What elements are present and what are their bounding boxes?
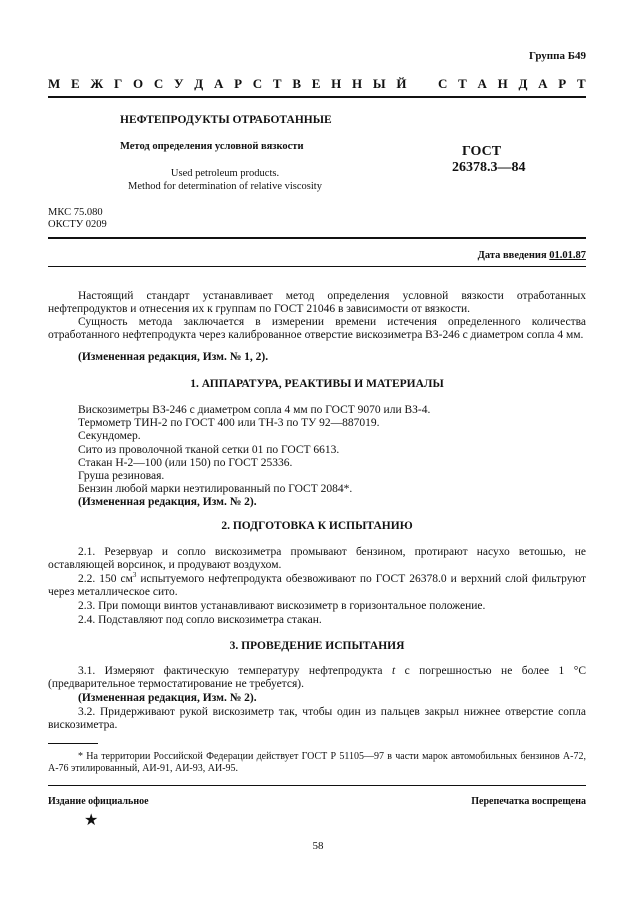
classification-codes	[48, 207, 107, 231]
banner-letter: Н	[497, 76, 508, 91]
banner-letter: Д	[518, 76, 528, 91]
banner-letter: А	[538, 76, 548, 91]
intro-paragraph-1: Настоящий стандарт устанавливает метод определения условной вязкости отработанных нефтепродуктов и отнесения их к группам по ГОСТ 21046 в зависимости от вязкости.	[48, 290, 586, 316]
group-code: Группа Б49	[529, 50, 586, 62]
banner-letter: Р	[234, 76, 243, 91]
banner-letter: С	[252, 76, 263, 91]
gost-number: 26378.3—84	[452, 160, 526, 175]
date-value: 01.01.87	[549, 250, 586, 261]
effective-date	[478, 250, 586, 261]
standard-banner	[48, 76, 586, 92]
banner-letter: Т	[576, 76, 586, 91]
banner-letter: Ж	[90, 76, 104, 91]
banner-letter: Г	[114, 76, 123, 91]
banner-letter: Й	[396, 76, 407, 91]
date-label: Дата введения	[477, 250, 547, 261]
banner-letter: М	[48, 76, 61, 91]
banner-letter: Р	[558, 76, 567, 91]
english-title-line1: Used petroleum products.	[170, 168, 280, 179]
banner-letter: Д	[194, 76, 204, 91]
classification-rule	[48, 237, 586, 239]
banner-letter: Н	[352, 76, 363, 91]
paragraph-3-1: 3.1. Измеряют фактическую температуру нефтепродукта t с погрешностью не более 1 °С (предварительное термостатирование не требуется).	[48, 665, 586, 691]
equipment-item: Бензин любой марки неэтилированный по ГОСТ 2084*.	[78, 483, 353, 496]
banner-letter: О	[133, 76, 144, 91]
equipment-list	[48, 404, 586, 496]
banner-letter: Н	[331, 76, 342, 91]
reprint-prohibited-label: Перепечатка воспрещена	[471, 796, 586, 807]
gost-label: ГОСТ	[462, 144, 502, 159]
page-number: 58	[312, 840, 324, 852]
banner-letter: А	[213, 76, 224, 91]
intro-edition-note: (Измененная редакция, Изм. № 1, 2).	[78, 351, 269, 363]
banner-letter: А	[477, 76, 487, 91]
header-rule	[48, 96, 586, 98]
okstu-code: ОКСТУ 0209	[48, 219, 107, 230]
paragraph-2-1: 2.1. Резервуар и сопло вискозиметра промывают бензином, протирают насухо ветошью, не оставляющей ворсинок, и продувают воздухом.	[48, 546, 586, 572]
equipment-item: Термометр ТИН-2 по ГОСТ 400 или ТН-3 по ТУ 92—887019.	[78, 417, 380, 430]
equipment-item: Секундомер.	[78, 430, 141, 443]
mks-code: МКС 75.080	[48, 207, 103, 218]
official-edition-label: Издание официальное	[48, 796, 149, 807]
paragraph-3-2: 3.2. Придерживают рукой вискозиметр так, чтобы один из пальцев закрыл нижнее отверстие сопла вискозиметра.	[48, 706, 586, 732]
intro-paragraph-2: Сущность метода заключается в измерении времени истечения определенного количества отработанного нефтепродукта через калиброванное отверстие вискозиметра ВЗ-246 с диаметром сопла 4 мм.	[48, 316, 586, 342]
banner-letter: С	[437, 76, 448, 91]
english-title-line2: Method for determination of relative viscosity	[128, 181, 322, 192]
banner-letter: Ы	[372, 76, 386, 91]
footnote-separator	[48, 743, 98, 744]
paragraph-2-2: 2.2. 150 $см^3$ испытуемого нефтепродукта обезвоживают по ГОСТ 26378.0 и верхний слой фильтруют через металлическое сито.	[48, 571, 586, 599]
method-subtitle: Метод определения условной вязкости	[120, 141, 304, 152]
banner-letter: В	[292, 76, 301, 91]
footer-rule	[48, 785, 586, 786]
equipment-item: Сито из проволочной тканой сетки 01 по ГОСТ 6613.	[78, 443, 340, 456]
section-1-heading: 1. АППАРАТУРА, РЕАКТИВЫ И МАТЕРИАЛЫ	[190, 378, 444, 390]
paragraph-2-4: 2.4. Подставляют под сопло вискозиметра стакан.	[78, 614, 322, 626]
equipment-item: Стакан Н-2—100 (или 150) по ГОСТ 25336.	[78, 456, 293, 469]
equipment-item: Груша резиновая.	[78, 470, 165, 483]
section-2-heading: 2. ПОДГОТОВКА К ИСПЫТАНИЮ	[221, 520, 413, 532]
banner-letter: Е	[71, 76, 80, 91]
banner-letter: С	[153, 76, 164, 91]
equipment-item: Вискозиметры ВЗ-246 с диаметром сопла 4 мм по ГОСТ 9070 или ВЗ-4.	[78, 404, 431, 416]
footnote: * На территории Российской Федерации действует ГОСТ Р 51105—97 в части марок автомобильных бензинов А-72, А-76 этилированный, АИ-91, АИ-93, АИ-95.	[48, 751, 586, 774]
document-title: НЕФТЕПРОДУКТЫ ОТРАБОТАННЫЕ	[120, 114, 332, 126]
banner-letter: Т	[458, 76, 467, 91]
section-3-heading: 3. ПРОВЕДЕНИЕ ИСПЫТАНИЯ	[229, 640, 405, 652]
section-1-edition-note: (Измененная редакция, Изм. № 2).	[78, 496, 257, 508]
paragraph-2-3: 2.3. При помощи винтов устанавливают вискозиметр в горизонтальное положение.	[78, 600, 486, 612]
banner-letter: Т	[272, 76, 282, 91]
banner-letter: У	[174, 76, 184, 91]
section-3-edition-note: (Измененная редакция, Изм. № 2).	[78, 692, 257, 704]
star-icon: ★	[84, 812, 99, 829]
banner-letter: Е	[311, 76, 321, 91]
date-rule	[48, 266, 586, 267]
